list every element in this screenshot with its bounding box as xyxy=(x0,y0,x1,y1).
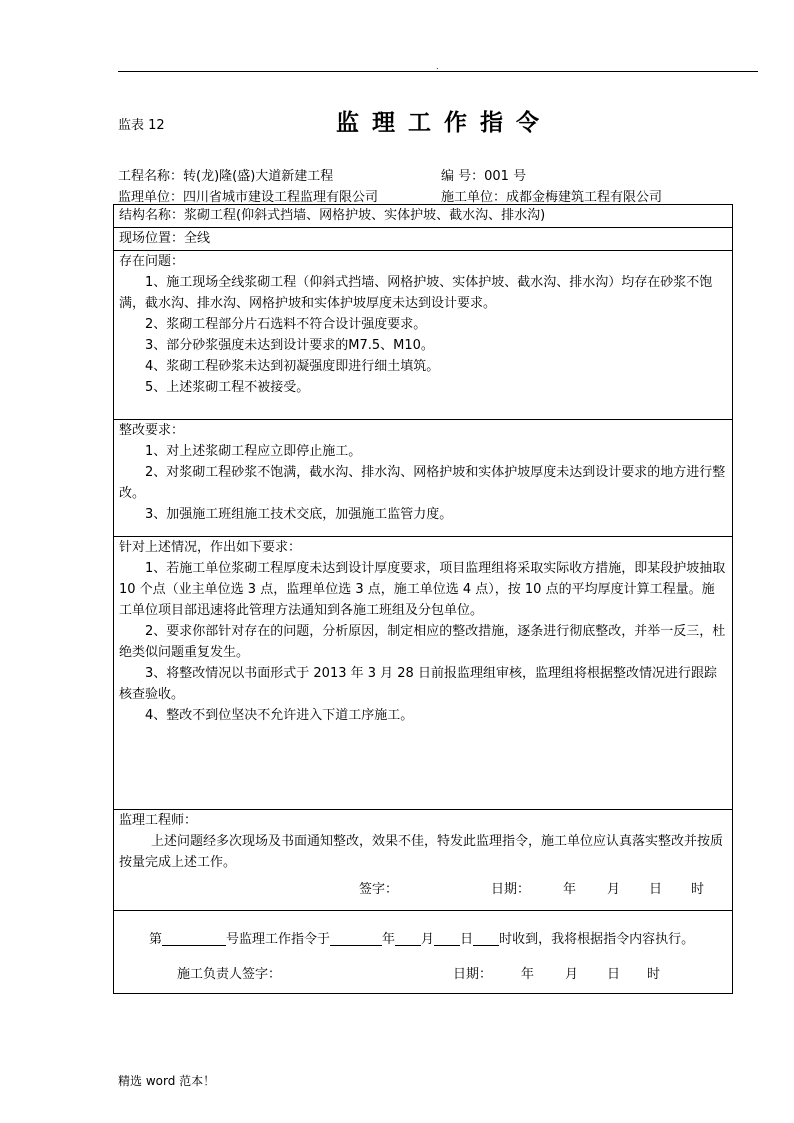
receipt-day-blank xyxy=(434,929,460,946)
requirement-item: 1、若施工单位浆砌工程厚度未达到设计厚度要求，项目监理组将采取实际收方措施，即某段护坡抽取 10 个点（业主单位选 3 点，监理单位选 3 点，施工单位选 4 点），按 10 点的平均厚度计算工程量。施工单位项目部迅速将此管理方法通知到各施工班组及分包单位。 xyxy=(119,561,726,618)
receipt-signature-row xyxy=(119,958,727,992)
requirement-item: 2、要求你部针对存在的问题，分析原因，制定相应的整改措施，逐条进行彻底整改，并举一反三，杜绝类似问题重复发生。 xyxy=(119,624,726,660)
receipt-sign-label: 施工负责人签字： xyxy=(177,967,282,982)
rectification-item: 1、对上述浆砌工程应立即停止施工。 xyxy=(145,444,362,459)
receipt-month: 月 xyxy=(421,932,435,947)
receipt-year: 年 xyxy=(382,932,396,947)
top-rule xyxy=(118,71,758,72)
construction-unit: 施工单位：成都金梅建筑工程有限公司 xyxy=(441,190,663,205)
receipt-line xyxy=(119,929,727,950)
engineer-date-hour: 时 xyxy=(691,882,705,897)
engineer-sign-label: 签字： xyxy=(359,882,399,897)
rectification-item: 2、对浆砌工程砂浆不饱满，截水沟、排水沟、网格护坡和实体护坡厚度未达到设计要求的地方进行整改。 xyxy=(119,465,726,501)
engineer-heading: 监理工程师： xyxy=(119,813,198,828)
receipt-hour-blank xyxy=(473,929,499,946)
requirement-item: 3、将整改情况以书面形式于 2013 年 3 月 28 日前报监理组审核，监理组将根据整改情况进行跟踪核查验收。 xyxy=(119,666,717,702)
page-footer: 精选 word 范本！ xyxy=(118,1074,216,1088)
supervisor-unit: 监理单位：四川省城市建设工程监理有限公司 xyxy=(118,190,379,205)
rectification-item: 3、加强施工班组施工技术交底，加强施工监管力度。 xyxy=(145,507,453,522)
site-location: 现场位置：全线 xyxy=(114,228,733,251)
receipt-date-label: 日期： xyxy=(453,967,493,982)
problem-item: 1、施工现场全线浆砌工程（仰斜式挡墙、网格护坡、实体护坡、截水沟、排水沟）均存在砂浆不饱满，截水沟、排水沟、网格护坡和实体护坡厚度未达到设计要求。 xyxy=(119,275,713,311)
engineer-signature-row xyxy=(119,873,727,907)
receipt-mid: 号监理工作指令于 xyxy=(226,932,331,947)
receipt-month-blank xyxy=(395,929,421,946)
problem-item: 4、浆砌工程砂浆未达到初凝强度即进行细土填筑。 xyxy=(145,359,440,374)
engineer-section xyxy=(114,810,733,911)
receipt-date-day: 日 xyxy=(607,967,621,982)
receipt-date-month: 月 xyxy=(565,967,579,982)
receipt-number-blank xyxy=(162,929,226,946)
receipt-day: 日 xyxy=(460,932,474,947)
project-name: 工程名称：转(龙)隆(盛)大道新建工程 xyxy=(118,169,334,184)
requirements-section xyxy=(114,537,733,810)
form-number: 监表 12 xyxy=(118,118,165,133)
engineer-date-day: 日 xyxy=(649,882,663,897)
instruction-table xyxy=(113,204,733,994)
header-dot: . xyxy=(436,62,439,71)
problems-heading: 存在问题： xyxy=(119,254,185,269)
receipt-suffix: 时收到，我将根据指令内容执行。 xyxy=(499,932,695,947)
instruction-number: 编 号：001 号 xyxy=(441,169,527,184)
requirement-item: 4、整改不到位坚决不允许进入下道工序施工。 xyxy=(145,708,414,723)
engineer-date-label: 日期： xyxy=(491,882,531,897)
receipt-section xyxy=(114,911,733,994)
receipt-prefix: 第 xyxy=(149,932,163,947)
receipt-date-year: 年 xyxy=(521,967,535,982)
problem-item: 2、浆砌工程部分片石选料不符合设计强度要求。 xyxy=(145,317,427,332)
receipt-date-hour: 时 xyxy=(647,967,661,982)
problem-item: 3、部分砂浆强度未达到设计要求的M7.5、M10。 xyxy=(145,338,434,353)
engineer-date-year: 年 xyxy=(563,882,577,897)
problems-section xyxy=(114,251,733,420)
page-title: 监理工作指令 xyxy=(336,109,552,136)
receipt-year-blank xyxy=(330,929,382,946)
rectification-section xyxy=(114,420,733,537)
structure-name: 结构名称：浆砌工程(仰斜式挡墙、网格护坡、实体护坡、截水沟、排水沟) xyxy=(114,205,733,228)
problem-item: 5、上述浆砌工程不被接受。 xyxy=(145,380,310,395)
engineer-text: 上述问题经多次现场及书面通知整改，效果不佳，特发此监理指令，施工单位应认真落实整改并按质按量完成上述工作。 xyxy=(119,834,724,870)
requirements-heading: 针对上述情况，作出如下要求： xyxy=(119,540,302,555)
engineer-date-month: 月 xyxy=(607,882,621,897)
rectification-heading: 整改要求： xyxy=(119,423,185,438)
